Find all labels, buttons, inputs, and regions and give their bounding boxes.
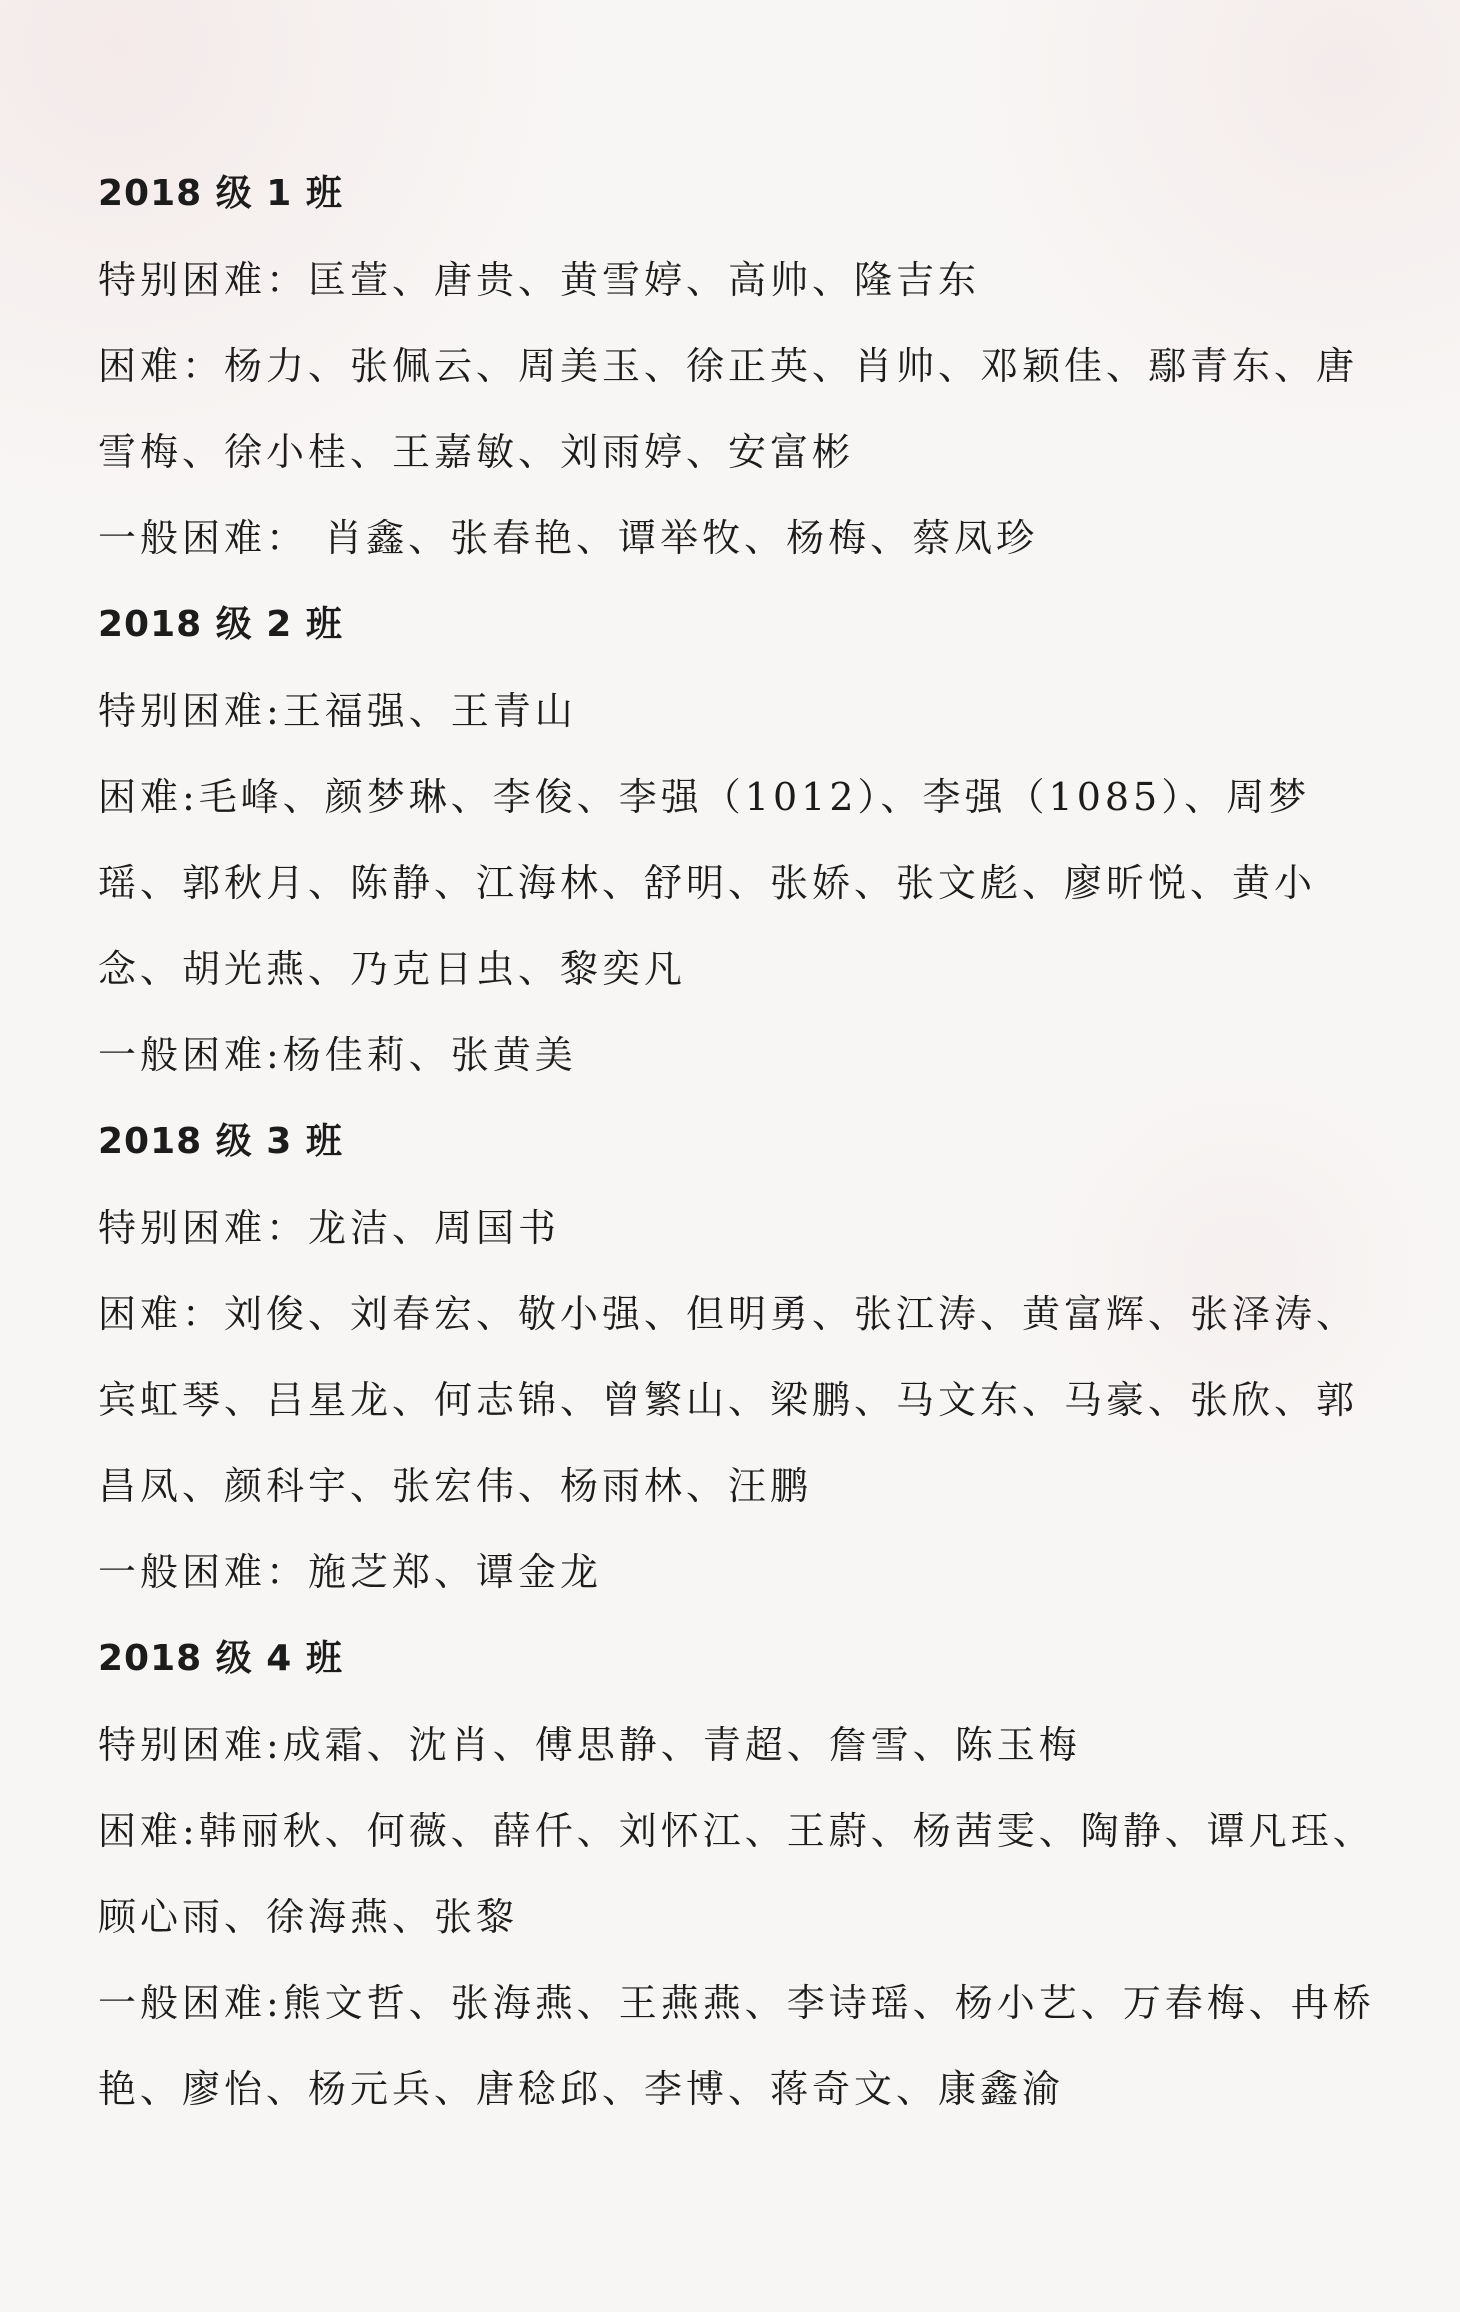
special-difficulty-list: 特别困难：龙洁、周国书 [98, 1206, 561, 1250]
document-content [98, 150, 1383, 2132]
class-heading: 2018 级 2 班 [98, 604, 343, 645]
special-difficulty-list: 特别困难:王福强、王青山 [98, 689, 577, 733]
general-difficulty-list: 一般困难：施芝郑、谭金龙 [98, 1550, 603, 1594]
difficulty-list: 困难:韩丽秋、何薇、薛仟、刘怀江、王蔚、杨茜雯、陶静、谭凡珏、顾心雨、徐海燕、张黎 [98, 1809, 1375, 1939]
class-section-2 [98, 581, 1383, 1098]
difficulty-list: 困难:毛峰、颜梦琳、李俊、李强（1012）、李强（1085）、周梦瑶、郭秋月、陈静、江海林、舒明、张娇、张文彪、廖昕悦、黄小念、胡光燕、乃克日虫、黎奕凡 [98, 775, 1317, 991]
difficulty-list: 困难：杨力、张佩云、周美玉、徐正英、肖帅、邓颖佳、鄢青东、唐雪梅、徐小桂、王嘉敏、刘雨婷、安富彬 [98, 344, 1359, 474]
general-difficulty-list: 一般困难:杨佳莉、张黄美 [98, 1033, 577, 1077]
class-heading: 2018 级 3 班 [98, 1121, 343, 1162]
class-section-4 [98, 1615, 1383, 2132]
difficulty-list: 困难：刘俊、刘春宏、敬小强、但明勇、张江涛、黄富辉、张泽涛、宾虹琴、吕星龙、何志锦、曾繁山、梁鹏、马文东、马豪、张欣、郭昌凤、颜科宇、张宏伟、杨雨林、汪鹏 [98, 1292, 1359, 1508]
special-difficulty-list: 特别困难：匡萱、唐贵、黄雪婷、高帅、隆吉东 [98, 258, 981, 302]
class-heading: 2018 级 1 班 [98, 173, 343, 214]
special-difficulty-list: 特别困难:成霜、沈肖、傅思静、青超、詹雪、陈玉梅 [98, 1723, 1081, 1767]
general-difficulty-list: 一般困难： 肖鑫、张春艳、谭举牧、杨梅、蔡凤珍 [98, 516, 1039, 560]
class-section-1 [98, 150, 1383, 581]
class-heading: 2018 级 4 班 [98, 1638, 343, 1679]
class-section-3 [98, 1098, 1383, 1615]
general-difficulty-list: 一般困难:熊文哲、张海燕、王燕燕、李诗瑶、杨小艺、万春梅、冉桥艳、廖怡、杨元兵、唐稔邱、李博、蒋奇文、康鑫渝 [98, 1981, 1375, 2111]
